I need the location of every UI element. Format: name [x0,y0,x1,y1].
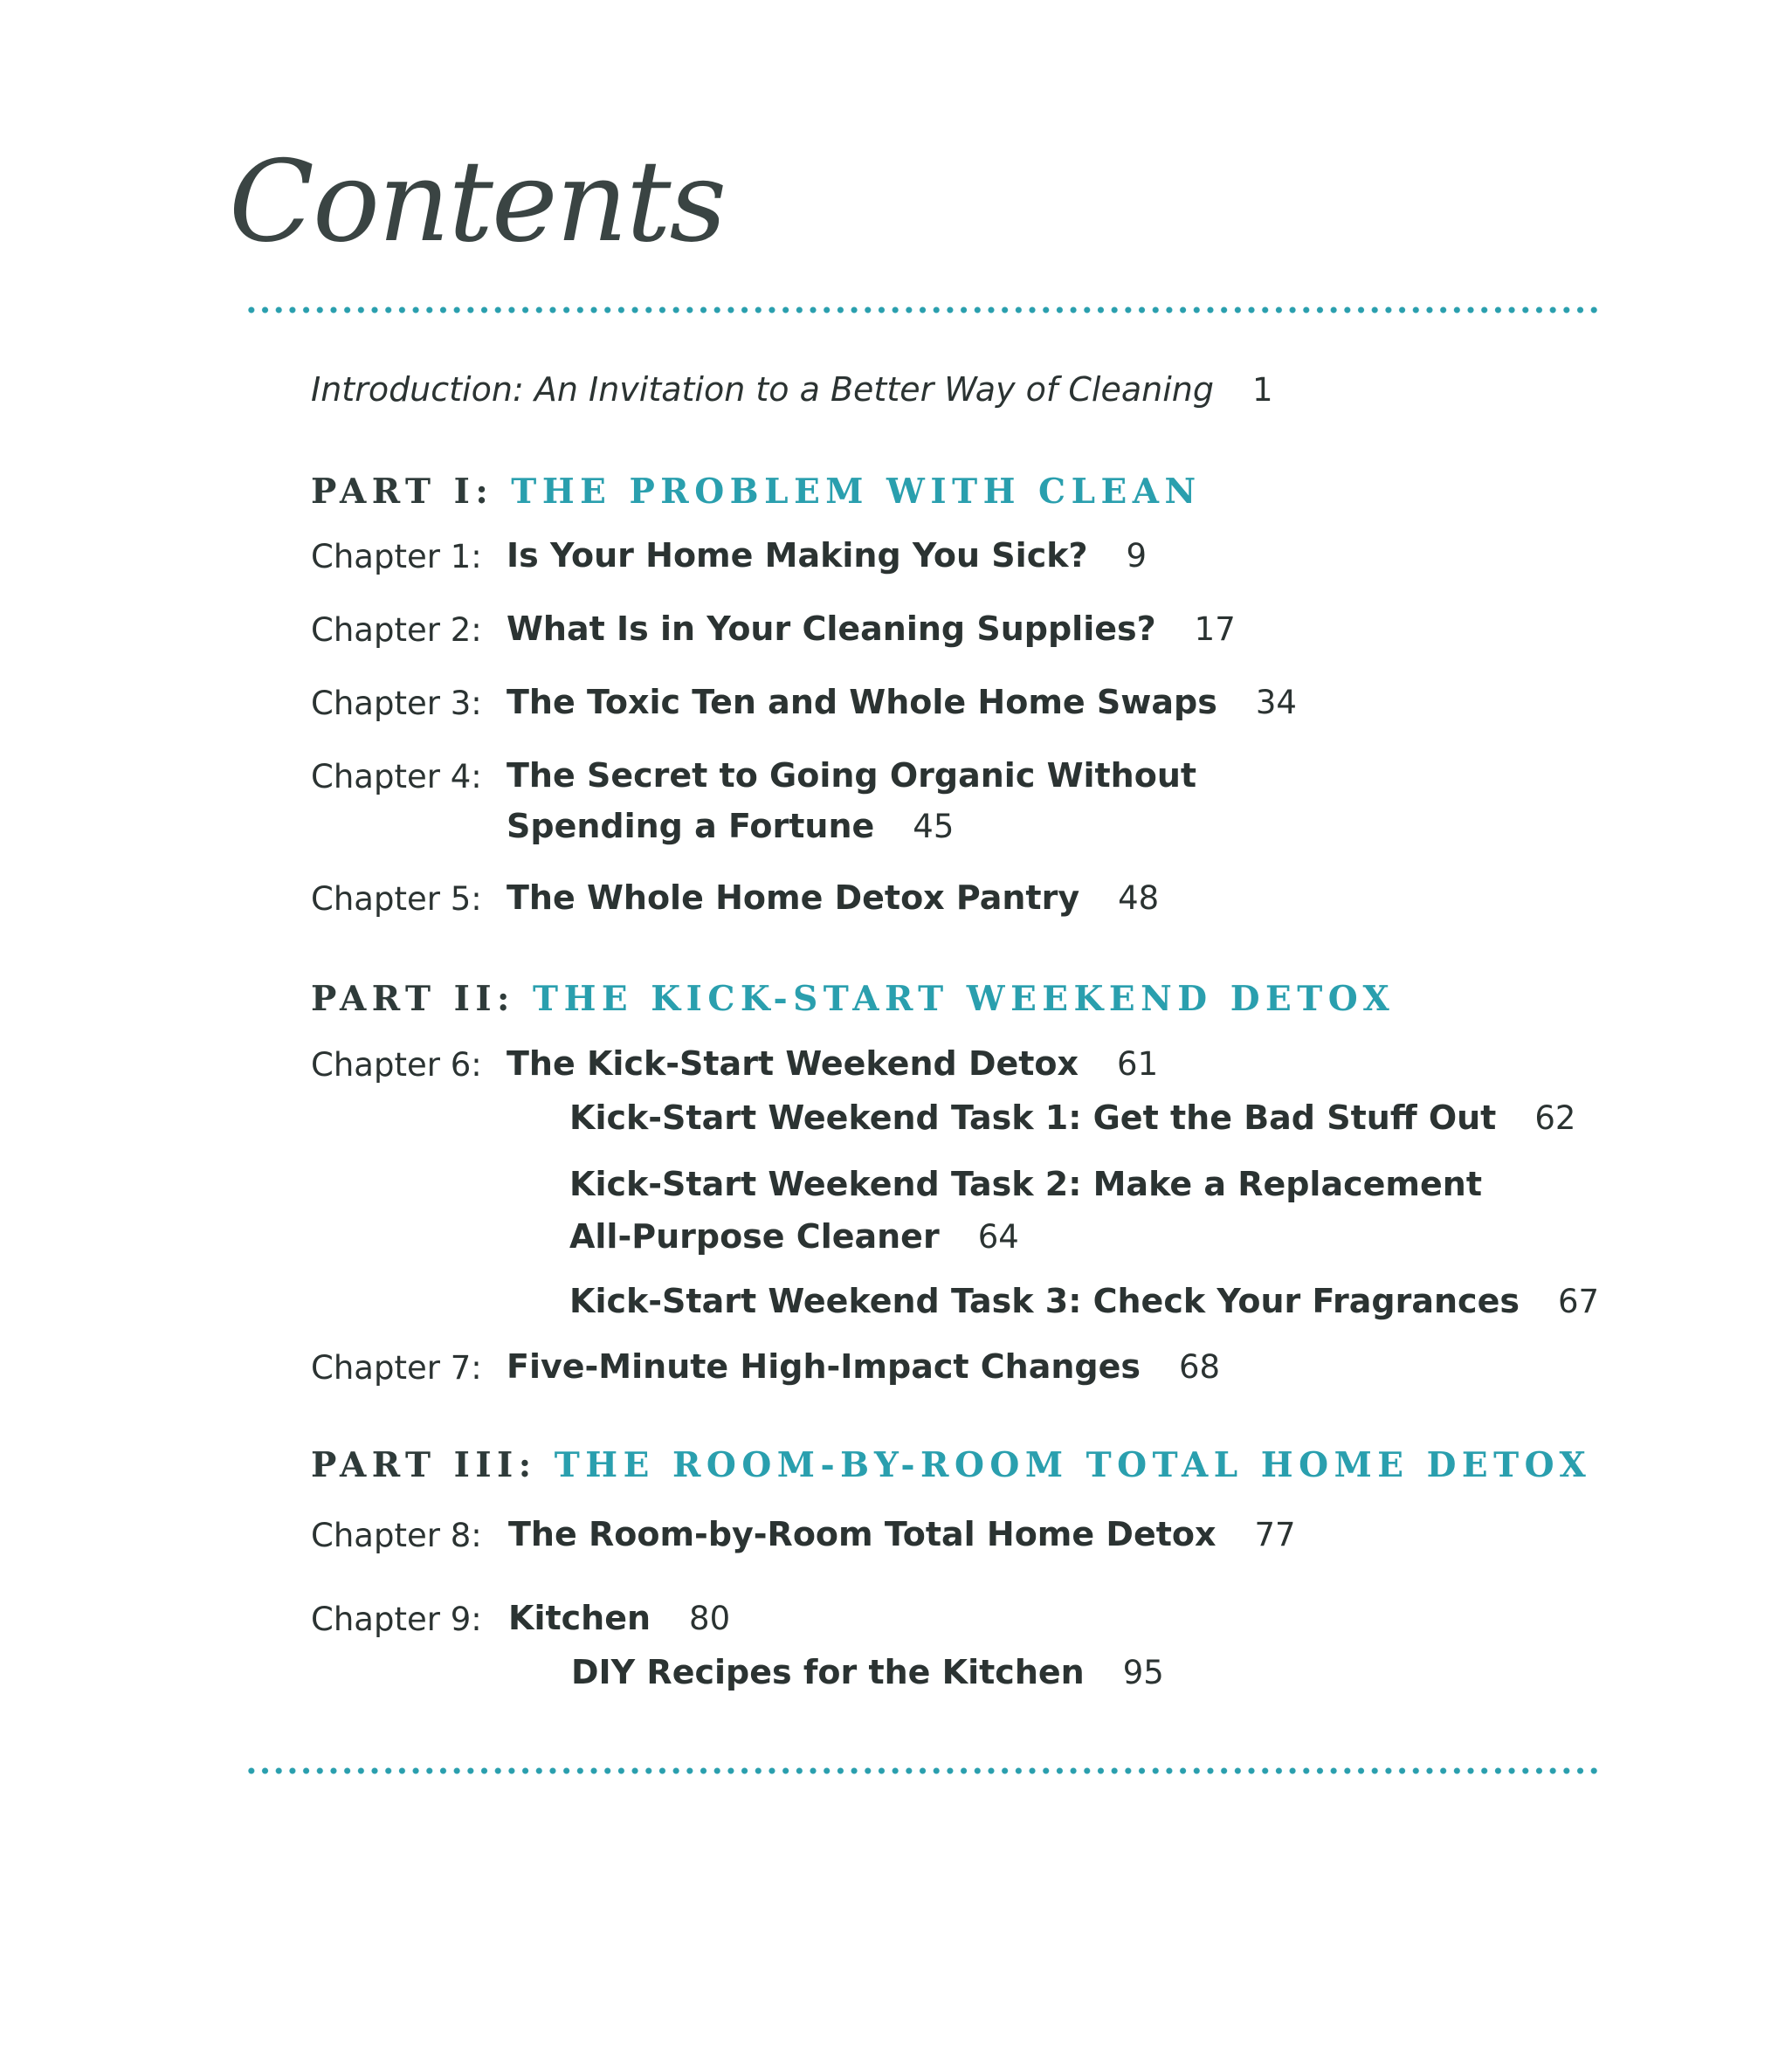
chapter-title: Kitchen [508,1599,651,1637]
chapter-1-entry[interactable] [507,536,1147,575]
subsection-kitchen-recipes-entry[interactable] [571,1653,1164,1691]
chapter-6-entry[interactable] [507,1044,1158,1083]
chapter-page: 17 [1194,610,1236,648]
chapter-2-label: Chapter 2: [311,611,482,649]
chapter-page: 61 [1117,1045,1159,1083]
subsection-page: 67 [1557,1283,1600,1320]
part-title: THE ROOM-BY-ROOM TOTAL HOME DETOX [554,1445,1592,1485]
chapter-title: The Kick-Start Weekend Detox [507,1044,1079,1083]
subsection-task-3-entry[interactable] [569,1282,1599,1320]
introduction-entry[interactable] [311,370,1273,409]
part-1-heading [311,472,1202,512]
chapter-title: What Is in Your Cleaning Supplies? [507,609,1156,648]
dotted-divider-top [245,306,1598,314]
dotted-divider-bottom [245,1766,1598,1775]
chapter-page: 34 [1255,684,1297,721]
subsection-title: Kick-Start Weekend Task 1: Get the Bad Stuff Out [569,1098,1497,1137]
subsection-page: 62 [1534,1099,1576,1137]
subsection-title: Kick-Start Weekend Task 3: Check Your Fragrances [569,1282,1520,1320]
page-title: Contents [229,137,726,267]
part-3-heading [311,1445,1591,1485]
chapter-1-label: Chapter 1: [311,538,482,575]
chapter-3-label: Chapter 3: [311,685,482,722]
chapter-8-label: Chapter 8: [311,1517,482,1554]
subsection-title-line-1: Kick-Start Weekend Task 2: Make a Replacement [569,1165,1482,1203]
chapter-page: 77 [1254,1516,1296,1553]
introduction-title: Introduction: An Invitation to a Better Way of Cleaning [311,370,1214,409]
chapter-2-entry[interactable] [507,609,1236,648]
chapter-title: Five-Minute High-Impact Changes [507,1347,1141,1386]
chapter-3-entry[interactable] [507,683,1297,721]
chapter-5-label: Chapter 5: [311,880,482,918]
chapter-title: The Whole Home Detox Pantry [507,878,1080,917]
chapter-4-label: Chapter 4: [311,758,482,795]
chapter-title-line-2: Spending a Fortune [507,807,875,845]
chapter-page: 68 [1179,1348,1221,1386]
part-2-heading [311,979,1395,1019]
part-label: PART III: [311,1445,537,1485]
chapter-9-label: Chapter 9: [311,1601,482,1638]
part-title: THE KICK-START WEEKEND DETOX [533,979,1396,1019]
chapter-page: 9 [1126,537,1148,575]
chapter-6-label: Chapter 6: [311,1046,482,1084]
chapter-5-entry[interactable] [507,878,1159,917]
chapter-page: 45 [913,808,955,845]
chapter-8-entry[interactable] [508,1515,1296,1553]
subsection-page: 95 [1122,1654,1164,1691]
subsection-task-1-entry[interactable] [569,1098,1575,1137]
subsection-task-2-entry[interactable] [569,1165,1482,1203]
subsection-page: 64 [977,1218,1019,1256]
part-label: PART II: [311,979,515,1019]
part-label: PART I: [311,472,494,512]
subsection-task-2-entry-continued[interactable] [569,1217,1019,1256]
subsection-title: DIY Recipes for the Kitchen [571,1653,1085,1691]
chapter-4-entry-continued[interactable] [507,807,954,845]
chapter-title-line-1: The Secret to Going Organic Without [507,756,1197,795]
introduction-page: 1 [1251,371,1273,409]
part-title: THE PROBLEM WITH CLEAN [511,472,1202,512]
chapter-page: 48 [1118,879,1160,917]
chapter-4-entry[interactable] [507,756,1196,795]
chapter-title: Is Your Home Making You Sick? [507,536,1088,575]
chapter-page: 80 [689,1600,731,1637]
subsection-title-line-2: All-Purpose Cleaner [569,1217,940,1256]
chapter-7-label: Chapter 7: [311,1349,482,1387]
chapter-9-entry[interactable] [508,1599,730,1637]
chapter-title: The Room-by-Room Total Home Detox [508,1515,1216,1553]
chapter-7-entry[interactable] [507,1347,1220,1386]
chapter-title: The Toxic Ten and Whole Home Swaps [507,683,1217,721]
